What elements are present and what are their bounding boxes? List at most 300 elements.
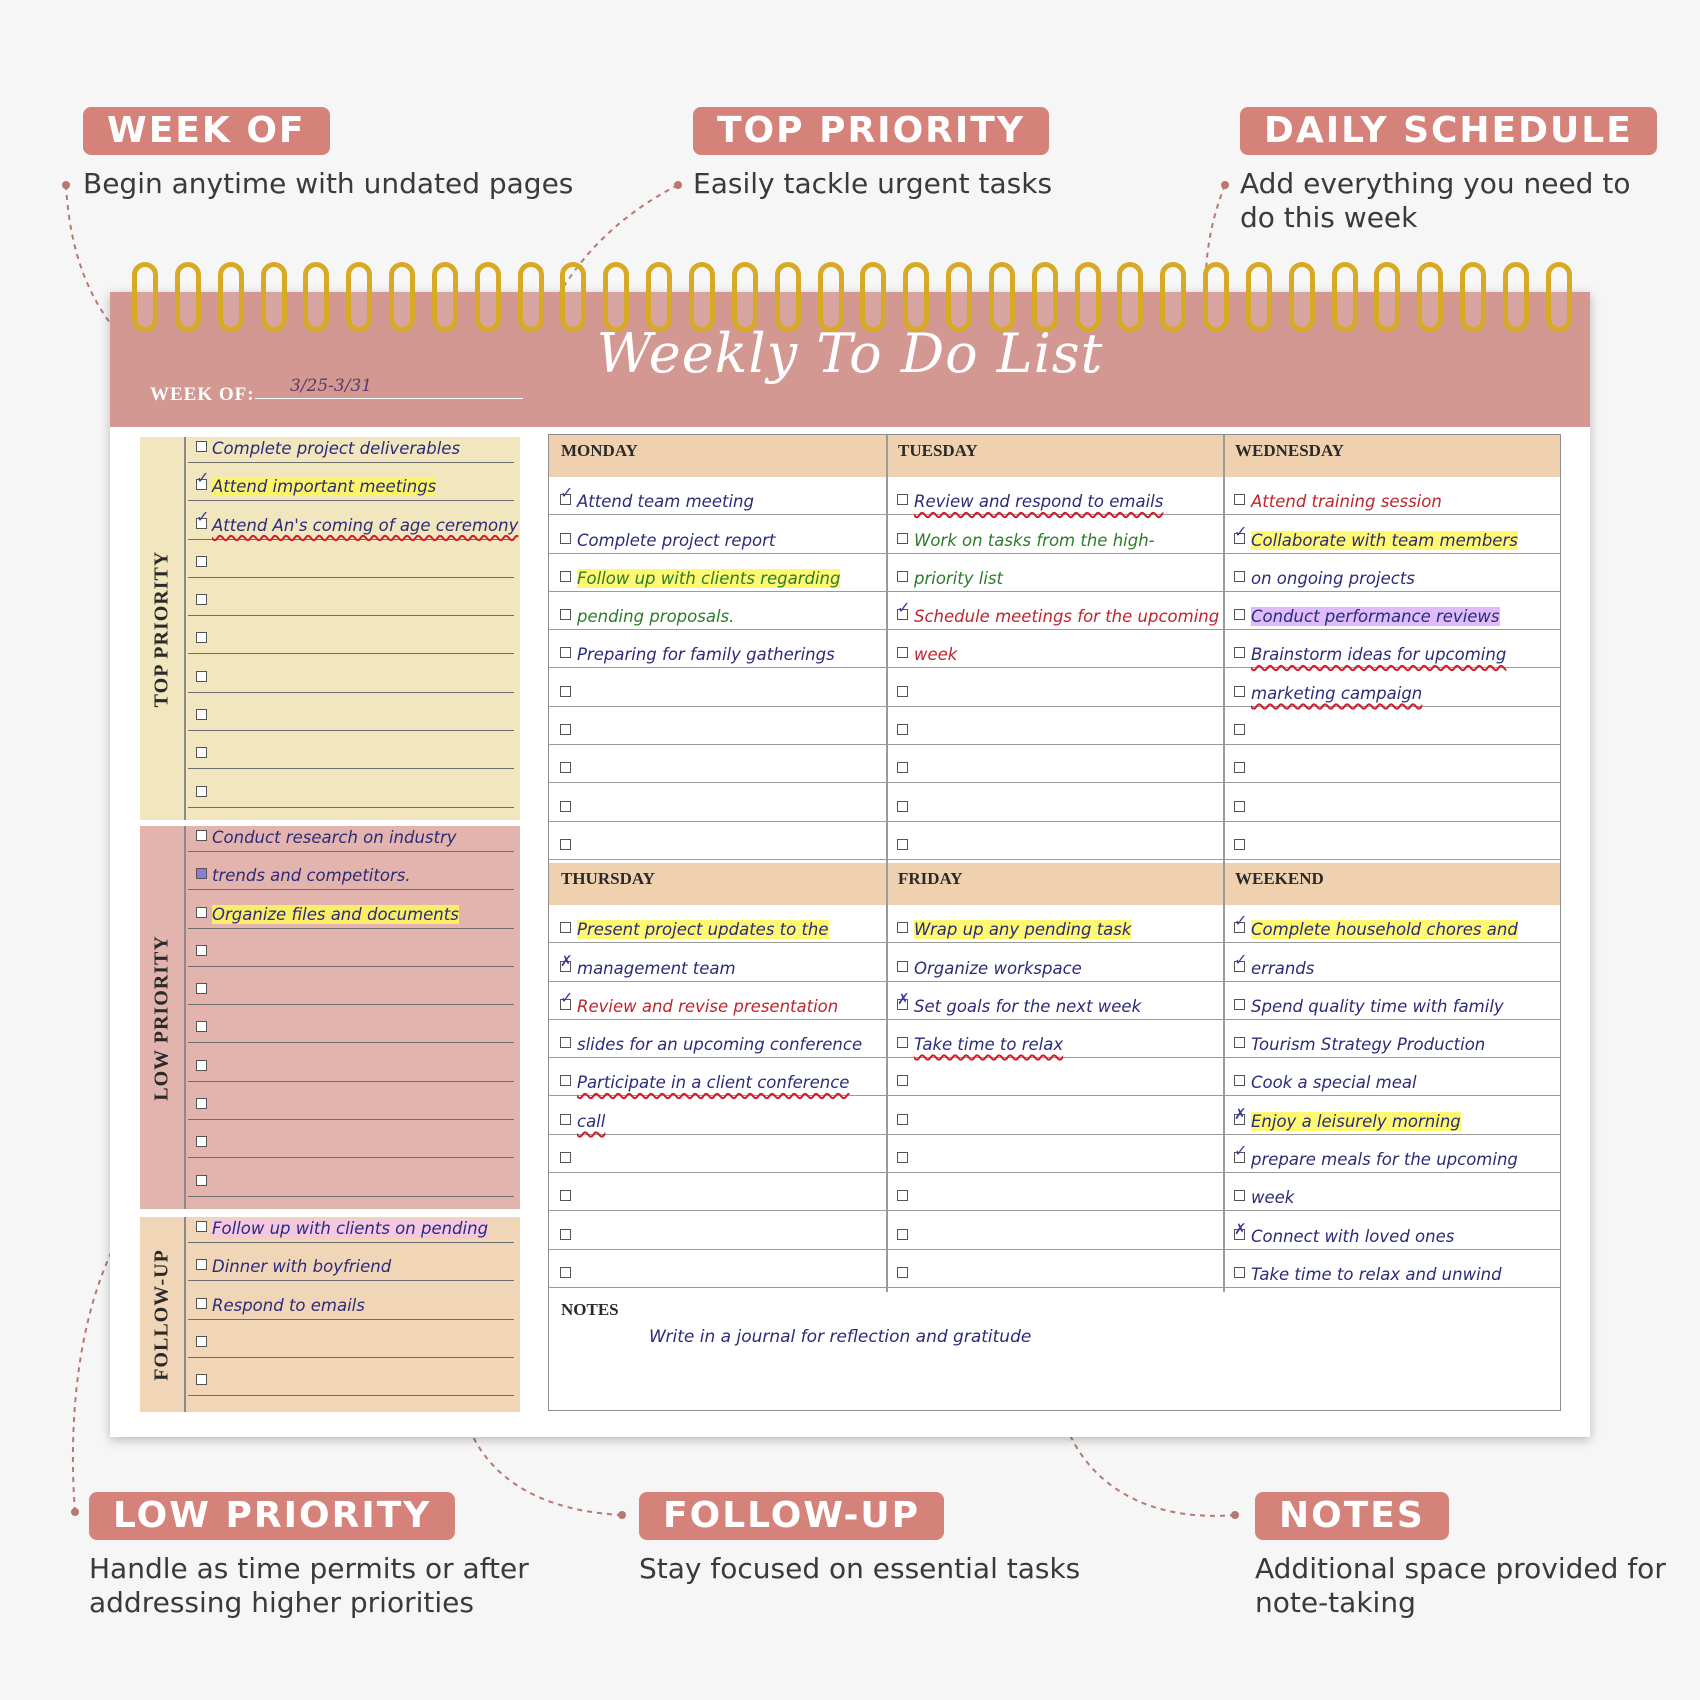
task-text: management team [577,958,736,978]
task-checkbox[interactable] [1234,1152,1245,1163]
task-checkbox[interactable] [1234,961,1245,972]
binding-ring [132,262,158,332]
task-row [886,1135,1223,1173]
task-row [188,437,514,463]
task-checkbox[interactable] [1234,494,1245,505]
task-row [886,1096,1223,1134]
planner-title: Weekly To Do List [596,322,1104,385]
section-label: FOLLOW-UP [150,1248,173,1381]
task-checkbox[interactable] [897,1267,908,1278]
task-text: Attend important meetings [212,477,437,497]
binding-ring [860,262,886,332]
task-checkbox[interactable] [560,961,571,972]
task-row [886,668,1223,706]
week-of-value[interactable]: 3/25-3/31 [290,376,373,396]
task-checkbox[interactable] [560,1267,571,1278]
task-checkbox[interactable] [1234,647,1245,658]
task-row [1223,515,1560,553]
task-row [188,578,514,616]
task-row [886,1058,1223,1096]
task-text: call [577,1111,606,1131]
day-column-weekend [1223,863,1560,1288]
task-checkbox[interactable] [196,945,207,956]
task-text: Conduct research on industry [212,828,457,847]
task-text: priority list [914,568,1004,588]
task-row [188,731,514,769]
task-checkbox[interactable] [897,494,908,505]
binding-ring [1160,262,1186,332]
task-text: Preparing for family gatherings [577,645,835,665]
task-text: Wrap up any pending task [914,920,1132,940]
spiral-binding [132,262,1572,337]
task-checkbox[interactable] [196,983,207,994]
task-checkbox[interactable] [1234,1267,1245,1278]
callout-follow-up [639,1492,1119,1586]
section-spine [140,1217,186,1412]
task-checkbox[interactable] [196,556,207,567]
binding-ring [1289,262,1315,332]
task-row [886,783,1223,821]
task-checkbox[interactable] [1234,999,1245,1010]
task-checkbox[interactable] [897,839,908,850]
task-row [549,1173,886,1211]
day-header: FRIDAY [886,863,1223,905]
task-row [188,463,514,501]
task-row [1223,1096,1560,1134]
task-row [1223,707,1560,745]
task-checkbox[interactable] [1234,686,1245,697]
task-row [1223,1058,1560,1096]
task-text: Schedule meetings for the upcoming [914,607,1220,627]
task-row [549,668,886,706]
task-row [549,982,886,1020]
task-text: slides for an upcoming conference [577,1035,863,1055]
task-row [549,1020,886,1058]
task-checkbox[interactable] [1234,724,1245,735]
task-row [188,1281,514,1319]
task-row [549,477,886,515]
task-row [188,693,514,731]
task-checkbox[interactable] [1234,839,1245,850]
task-text: Complete project deliverables [212,439,461,458]
task-checkbox[interactable] [560,1037,571,1048]
column-divider [886,435,888,1292]
task-text: week [1251,1188,1295,1208]
task-row [886,707,1223,745]
task-checkbox[interactable] [196,1175,207,1186]
task-row [188,929,514,967]
task-text: Complete household chores and [1251,920,1518,940]
task-text: Attend An's coming of age ceremony [212,515,519,535]
callout-desc: Handle as time permits or after addressing higher priorities [89,1552,529,1619]
task-checkbox[interactable] [1234,1075,1245,1086]
task-row [1223,905,1560,943]
task-row [188,1082,514,1120]
callout-desc: Begin anytime with undated pages [83,167,574,200]
task-text: Enjoy a leisurely morning [1251,1111,1461,1131]
task-checkbox[interactable] [1234,1190,1245,1201]
binding-ring [1417,262,1443,332]
task-lines [188,826,514,1209]
task-checkbox[interactable] [196,747,207,758]
day-column-friday [886,863,1223,1288]
day-column-thursday [549,863,886,1288]
callout-title: FOLLOW-UP [639,1492,944,1540]
task-checkbox[interactable] [196,671,207,682]
task-checkbox[interactable] [560,609,571,620]
task-checkbox[interactable] [1234,609,1245,620]
task-row [886,515,1223,553]
binding-ring [1032,262,1058,332]
day-header: MONDAY [549,435,886,477]
task-row [188,616,514,654]
task-checkbox[interactable] [196,907,207,918]
task-row [188,967,514,1005]
task-checkbox[interactable] [196,786,207,797]
task-text: Attend team meeting [577,492,754,512]
task-lines [188,437,519,820]
task-checkbox[interactable] [560,494,571,505]
task-row [886,1250,1223,1288]
callout-week-of [83,107,603,201]
task-text: Participate in a client conference [577,1073,850,1093]
task-row [886,592,1223,630]
binding-ring [1374,262,1400,332]
task-text: Set goals for the next week [914,996,1142,1016]
callout-desc: Easily tackle urgent tasks [693,167,1053,200]
task-checkbox[interactable] [560,571,571,582]
task-text: Work on tasks from the high- [914,530,1155,550]
task-checkbox[interactable] [560,839,571,850]
task-row [188,1243,514,1281]
task-checkbox[interactable] [196,1259,207,1270]
task-text: errands [1251,958,1315,978]
task-checkbox[interactable] [560,1114,571,1125]
task-row [1223,822,1560,860]
task-row [1223,554,1560,592]
task-checkbox[interactable] [196,1060,207,1071]
binding-ring [775,262,801,332]
task-row [549,1096,886,1134]
task-checkbox[interactable] [897,647,908,658]
task-row [188,1217,514,1243]
binding-ring [946,262,972,332]
task-row [886,554,1223,592]
binding-ring [560,262,586,332]
binding-ring [218,262,244,332]
task-checkbox[interactable] [897,571,908,582]
notes-text[interactable]: Write in a journal for reflection and gratitude [649,1327,1032,1347]
task-checkbox[interactable] [560,647,571,658]
task-row [549,592,886,630]
task-checkbox[interactable] [560,1152,571,1163]
binding-ring [175,262,201,332]
task-text: Dinner with boyfriend [212,1257,392,1277]
callout-desc: Stay focused on essential tasks [639,1552,1081,1585]
task-checkbox[interactable] [1234,533,1245,544]
binding-ring [1460,262,1486,332]
task-row [886,1020,1223,1058]
task-row [188,1120,514,1158]
task-row [1223,1020,1560,1058]
task-checkbox[interactable] [196,1374,207,1385]
low-priority-section [140,826,520,1209]
task-row [886,630,1223,668]
task-text: Take time to relax [914,1035,1064,1055]
task-checkbox[interactable] [897,1190,908,1201]
task-checkbox[interactable] [1234,571,1245,582]
task-text: Follow up with clients on pending [212,1219,489,1238]
binding-ring [689,262,715,332]
callout-title: DAILY SCHEDULE [1240,107,1657,155]
task-row [549,630,886,668]
callout-title: TOP PRIORITY [693,107,1049,155]
task-checkbox[interactable] [560,922,571,933]
task-text: prepare meals for the upcoming [1251,1150,1518,1170]
task-text: Organize files and documents [212,904,459,924]
task-row [188,540,514,578]
task-row [1223,592,1560,630]
task-row [549,707,886,745]
callout-daily-schedule [1240,107,1670,235]
task-checkbox[interactable] [897,609,908,620]
task-checkbox[interactable] [196,1336,207,1347]
task-checkbox[interactable] [897,999,908,1010]
task-checkbox[interactable] [560,1075,571,1086]
task-row [886,905,1223,943]
task-text: Cook a special meal [1251,1073,1417,1093]
binding-ring [261,262,287,332]
task-row [549,783,886,821]
column-divider [1223,435,1225,1292]
task-checkbox[interactable] [196,594,207,605]
binding-ring [603,262,629,332]
task-row [549,1135,886,1173]
task-text: Review and respond to emails [914,492,1164,512]
task-row [549,905,886,943]
day-header: THURSDAY [549,863,886,905]
task-text: Organize workspace [914,958,1082,978]
task-lines [188,1217,514,1412]
task-text: Follow up with clients regarding [577,568,841,588]
task-checkbox[interactable] [897,801,908,812]
task-row [1223,745,1560,783]
week-of-label: WEEK OF: [150,384,255,405]
task-checkbox[interactable] [897,724,908,735]
binding-ring [818,262,844,332]
day-column-wednesday [1223,435,1560,860]
task-row [188,769,514,807]
task-row [886,1173,1223,1211]
callout-title: NOTES [1255,1492,1449,1540]
task-checkbox[interactable] [196,1221,207,1232]
task-row [1223,477,1560,515]
binding-ring [1203,262,1229,332]
binding-ring [346,262,372,332]
task-checkbox[interactable] [897,1229,908,1240]
task-checkbox[interactable] [897,1152,908,1163]
task-checkbox[interactable] [196,441,207,452]
task-checkbox[interactable] [196,868,207,879]
task-row [1223,1173,1560,1211]
task-checkbox[interactable] [196,830,207,841]
task-text: week [914,645,958,665]
binding-ring [518,262,544,332]
binding-ring [303,262,329,332]
task-row [886,477,1223,515]
follow-up-section [140,1217,520,1412]
section-spine [140,826,186,1209]
task-row [1223,1211,1560,1249]
task-checkbox[interactable] [1234,922,1245,933]
task-checkbox[interactable] [560,762,571,773]
task-row [549,822,886,860]
task-row [1223,783,1560,821]
binding-ring [1332,262,1358,332]
task-checkbox[interactable] [1234,1114,1245,1125]
section-label: LOW PRIORITY [150,934,173,1101]
top-priority-section [140,437,520,820]
task-row [549,515,886,553]
task-checkbox[interactable] [560,1190,571,1201]
binding-ring [1075,262,1101,332]
task-checkbox[interactable] [1234,801,1245,812]
binding-ring [1503,262,1529,332]
task-row [188,1358,514,1396]
task-row [1223,668,1560,706]
task-text: Collaborate with team members [1251,530,1518,550]
task-checkbox[interactable] [1234,762,1245,773]
task-row [1223,943,1560,981]
task-row [886,822,1223,860]
notes-label: NOTES [561,1300,619,1319]
task-row [886,982,1223,1020]
callout-title: WEEK OF [83,107,330,155]
task-text: trends and competitors. [212,866,411,886]
binding-ring [732,262,758,332]
task-checkbox[interactable] [196,518,207,529]
task-checkbox[interactable] [196,479,207,490]
task-text: Brainstorm ideas for upcoming [1251,645,1507,665]
day-header: WEDNESDAY [1223,435,1560,477]
task-checkbox[interactable] [897,762,908,773]
day-column-monday [549,435,886,860]
task-row [1223,982,1560,1020]
task-text: marketing campaign [1251,683,1423,703]
task-checkbox[interactable] [560,533,571,544]
task-row [188,501,519,539]
task-row [1223,630,1560,668]
task-checkbox[interactable] [1234,1229,1245,1240]
callout-desc: Additional space provided for note-taking [1255,1552,1666,1619]
task-row [1223,1250,1560,1288]
task-text: on ongoing projects [1251,568,1415,588]
task-text: Spend quality time with family [1251,996,1504,1016]
day-header: TUESDAY [886,435,1223,477]
week-of-line [255,398,523,399]
binding-ring [1117,262,1143,332]
task-text: Connect with loved ones [1251,1226,1455,1246]
task-checkbox[interactable] [560,1229,571,1240]
weekly-planner [110,292,1590,1437]
day-header: WEEKEND [1223,863,1560,905]
task-row [188,1043,514,1081]
task-row [188,654,514,692]
binding-ring [389,262,415,332]
task-row [549,745,886,783]
binding-ring [1246,262,1272,332]
task-row [886,943,1223,981]
task-text: pending proposals. [577,607,735,627]
section-spine [140,437,186,820]
task-text: Respond to emails [212,1295,365,1315]
task-checkbox[interactable] [196,1298,207,1309]
task-text: Take time to relax and unwind [1251,1264,1502,1284]
task-checkbox[interactable] [897,1114,908,1125]
task-row [1223,1135,1560,1173]
day-column-tuesday [886,435,1223,860]
callout-desc: Add everything you need to do this week [1240,167,1631,234]
binding-ring [903,262,929,332]
task-text: Complete project report [577,530,776,550]
task-checkbox[interactable] [560,724,571,735]
task-checkbox[interactable] [1234,1037,1245,1048]
task-row [188,890,514,928]
callout-title: LOW PRIORITY [89,1492,455,1540]
task-checkbox[interactable] [897,533,908,544]
task-row [549,1211,886,1249]
task-row [549,1250,886,1288]
task-row [886,1211,1223,1249]
task-checkbox[interactable] [560,999,571,1010]
task-row [549,1058,886,1096]
task-row [549,554,886,592]
task-row [188,826,514,852]
binding-ring [1546,262,1572,332]
task-checkbox[interactable] [897,1037,908,1048]
task-checkbox[interactable] [196,632,207,643]
task-checkbox[interactable] [196,709,207,720]
task-row [886,745,1223,783]
section-label: TOP PRIORITY [150,550,173,707]
task-text: Conduct performance reviews [1251,607,1500,627]
task-text: Tourism Strategy Production [1251,1035,1486,1055]
daily-schedule-grid [548,434,1561,1411]
binding-ring [475,262,501,332]
task-checkbox[interactable] [560,686,571,697]
task-checkbox[interactable] [897,686,908,697]
task-checkbox[interactable] [196,1136,207,1147]
callout-top-priority [693,107,1113,201]
task-row [188,1158,514,1196]
task-checkbox[interactable] [897,1075,908,1086]
task-checkbox[interactable] [560,801,571,812]
callout-low-priority [89,1492,569,1620]
task-checkbox[interactable] [897,922,908,933]
task-text: Attend training session [1251,492,1442,512]
task-text: Review and revise presentation [577,996,839,1016]
task-checkbox[interactable] [196,1021,207,1032]
task-row [188,852,514,890]
task-checkbox[interactable] [196,1098,207,1109]
binding-ring [432,262,458,332]
binding-ring [646,262,672,332]
callout-notes [1255,1492,1675,1620]
task-row [549,943,886,981]
task-checkbox[interactable] [897,961,908,972]
task-row [188,1320,514,1358]
binding-ring [989,262,1015,332]
